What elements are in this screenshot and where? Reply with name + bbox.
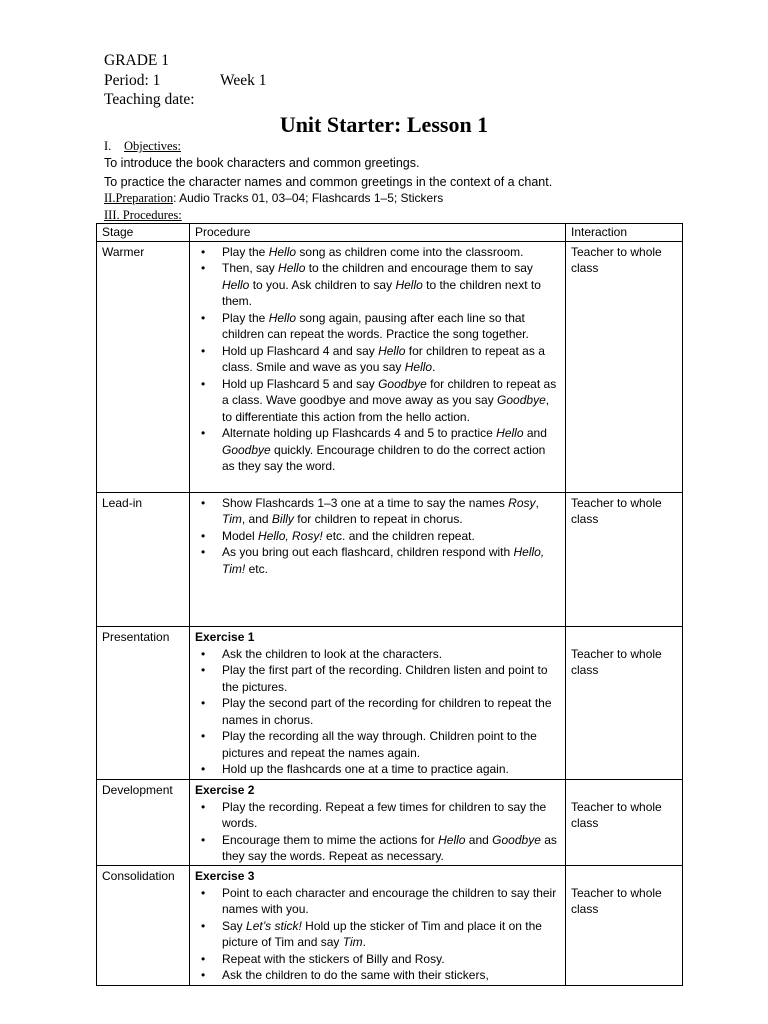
emphasis-text: Goodbye xyxy=(497,393,546,407)
bullet-text: Hold up the sticker of Tim and place it on the picture of Tim and say xyxy=(222,918,542,950)
procedure-bullet-list xyxy=(195,244,560,475)
bullet-text: Ask the children to look at the characters. xyxy=(222,646,443,661)
bullet-text: Show Flashcards 1–3 one at a time to say the names xyxy=(222,495,509,510)
procedure-cell xyxy=(190,627,566,780)
emphasis-text: Goodbye xyxy=(222,442,271,457)
procedure-bullet xyxy=(222,260,560,310)
table-header-row xyxy=(97,224,683,242)
stage-cell: Warmer xyxy=(97,241,190,492)
bullet-text: Hold up the flashcards one at a time to practice again. xyxy=(222,762,509,777)
objectives-heading xyxy=(104,138,181,154)
interaction-cell: Teacher to whole class xyxy=(566,241,683,492)
procedure-bullet-list xyxy=(195,799,560,865)
emphasis-text: Hello, Rosy! xyxy=(258,528,323,543)
emphasis-text: Hello xyxy=(268,310,297,325)
table-row xyxy=(97,780,683,866)
table-row xyxy=(97,866,683,986)
bullet-text: song again, pausing after each line so that children can repeat the words. Practice the song together. xyxy=(222,310,529,341)
procedure-bullet xyxy=(222,799,560,832)
exercise-title: Exercise 1 xyxy=(195,630,255,645)
interaction-text: Teacher to whole class xyxy=(571,646,662,678)
bullet-text: Point to each character and encourage the children to say their names with you. xyxy=(222,885,557,917)
procedures-heading-text: III. Procedures: xyxy=(104,208,182,222)
bullet-text: Say xyxy=(222,918,247,933)
emphasis-text: Hello xyxy=(438,832,466,847)
stage-cell: Presentation xyxy=(97,627,190,780)
preparation-heading: II.Preparation xyxy=(104,191,174,205)
emphasis-text: Hello, Tim! xyxy=(222,545,545,576)
bullet-text: quickly. Encourage children to do the correct action as they say the word. xyxy=(222,442,546,473)
teaching-date-label: Teaching date: xyxy=(104,91,195,108)
bullet-text: , and xyxy=(241,512,272,527)
procedure-bullet xyxy=(222,646,560,663)
objectives-number: I. xyxy=(104,139,112,153)
bullet-text: to the children and encourage them to say xyxy=(305,261,533,275)
emphasis-text: Goodbye xyxy=(378,376,427,391)
preparation-text: : Audio Tracks 01, 03–04; Flashcards 1–5; Stickers xyxy=(173,191,444,205)
grade-label: GRADE 1 xyxy=(104,52,170,69)
bullet-text: Play the xyxy=(222,310,269,325)
procedure-bullet xyxy=(222,425,560,475)
period-label: Period: 1 xyxy=(104,72,161,89)
procedure-bullet xyxy=(222,728,560,761)
procedure-bullet xyxy=(222,376,560,426)
bullet-text: Hold up Flashcard 4 and say xyxy=(222,343,379,358)
procedure-bullet xyxy=(222,244,560,261)
procedure-bullet xyxy=(222,885,560,918)
bullet-text: Model xyxy=(222,528,259,543)
bullet-text: Repeat with the stickers of Billy and Rosy. xyxy=(222,951,445,966)
bullet-text: Play the xyxy=(222,244,269,259)
table-row xyxy=(97,492,683,626)
emphasis-text: Goodbye xyxy=(492,832,541,847)
emphasis-text: Hello xyxy=(278,261,306,275)
procedure-bullet-list xyxy=(195,885,560,984)
interaction-cell xyxy=(566,780,683,866)
objective-line-1: To introduce the book characters and common greetings. xyxy=(104,156,420,170)
bullet-text: As you bring out each flashcard, children respond with xyxy=(222,545,514,560)
bullet-text: for children to repeat in chorus. xyxy=(293,512,463,527)
bullet-text: . xyxy=(362,935,366,950)
procedure-bullet xyxy=(222,695,560,728)
bullet-text: Play the first part of the recording. Children listen and point to the pictures. xyxy=(222,663,548,694)
procedure-cell xyxy=(190,866,566,986)
bullet-text: Play the recording. Repeat a few times for children to say the words. xyxy=(222,799,547,831)
bullet-text: song as children come into the classroom. xyxy=(296,244,524,259)
procedures-table-body xyxy=(97,241,683,986)
objectives-heading-text: Objectives: xyxy=(124,139,181,153)
emphasis-text: Tim xyxy=(342,935,363,950)
bullet-text: Then, say xyxy=(222,261,279,275)
procedure-cell xyxy=(190,492,566,626)
procedure-bullet xyxy=(222,967,560,984)
procedure-bullet xyxy=(222,528,560,545)
emphasis-text: Hello xyxy=(496,426,524,440)
procedure-bullet xyxy=(222,544,560,577)
bullet-text: for children to repeat as a class. Wave goodbye and move away as you say xyxy=(222,376,557,407)
procedure-bullet xyxy=(222,310,560,343)
emphasis-text: Rosy xyxy=(508,495,536,510)
column-header-interaction: Interaction xyxy=(566,224,683,242)
exercise-title: Exercise 2 xyxy=(195,783,255,798)
period-line xyxy=(104,72,267,90)
bullet-text: , to differentiate this action from the hello action. xyxy=(222,393,550,424)
procedure-bullet-list xyxy=(195,495,560,578)
interaction-cell xyxy=(566,627,683,780)
bullet-text: as they say the words. Repeat as necessary. xyxy=(222,832,557,864)
bullet-text: to the children next to them. xyxy=(222,277,541,308)
emphasis-text: Tim xyxy=(222,512,242,527)
procedure-cell xyxy=(190,780,566,866)
emphasis-text: Let’s stick! xyxy=(246,918,302,933)
exercise-title: Exercise 3 xyxy=(195,869,255,884)
bullet-text: Hold up Flashcard 5 and say xyxy=(222,376,379,391)
emphasis-text: Hello xyxy=(268,244,297,259)
bullet-text: Ask the children to do the same with their stickers, xyxy=(222,968,489,983)
interaction-text: Teacher to whole class xyxy=(571,799,662,831)
bullet-text: for children to repeat as a class. Smile and wave as you say xyxy=(222,343,545,374)
procedure-bullet xyxy=(222,951,560,968)
bullet-text: Play the recording all the way through. Children point to the pictures and repeat the names again. xyxy=(222,729,537,760)
page-title: Unit Starter: Lesson 1 xyxy=(279,112,489,137)
table-row xyxy=(97,627,683,780)
column-header-stage: Stage xyxy=(97,224,190,242)
objective-line-2: To practice the character names and common greetings in the context of a chant. xyxy=(104,175,553,189)
procedure-bullet xyxy=(222,662,560,695)
emphasis-text: Hello xyxy=(378,343,406,358)
emphasis-text: Hello xyxy=(222,277,250,292)
interaction-cell xyxy=(566,866,683,986)
procedure-bullet xyxy=(222,495,560,528)
procedure-bullet-list xyxy=(195,646,560,778)
preparation-line xyxy=(104,190,443,206)
bullet-text: . xyxy=(432,360,436,374)
procedure-bullet xyxy=(222,343,560,376)
procedure-bullet xyxy=(222,918,560,951)
bullet-text: , xyxy=(535,495,539,510)
interaction-text: Teacher to whole class xyxy=(571,885,662,917)
bullet-text: Alternate holding up Flashcards 4 and 5 to practice xyxy=(222,426,497,440)
week-label: Week 1 xyxy=(220,72,267,89)
procedure-bullet xyxy=(222,761,560,778)
stage-cell: Consolidation xyxy=(97,866,190,986)
bullet-text: to you. Ask children to say xyxy=(249,277,396,292)
table-row xyxy=(97,241,683,492)
procedures-table xyxy=(96,223,683,986)
emphasis-text: Billy xyxy=(271,512,294,527)
interaction-cell: Teacher to whole class xyxy=(566,492,683,626)
bullet-text: Encourage them to mime the actions for xyxy=(222,832,439,847)
bullet-text: etc. and the children repeat. xyxy=(322,528,475,543)
bullet-text: and xyxy=(465,832,493,847)
stage-cell: Lead-in xyxy=(97,492,190,626)
column-header-procedure: Procedure xyxy=(190,224,566,242)
bullet-text: etc. xyxy=(245,561,268,576)
stage-cell: Development xyxy=(97,780,190,866)
procedure-bullet xyxy=(222,832,560,865)
bullet-text: Play the second part of the recording for children to repeat the names in chorus. xyxy=(222,696,552,727)
procedures-heading xyxy=(104,207,182,223)
bullet-text: and xyxy=(523,426,547,440)
procedure-cell xyxy=(190,241,566,492)
emphasis-text: Hello xyxy=(395,277,423,292)
emphasis-text: Hello xyxy=(404,360,433,374)
